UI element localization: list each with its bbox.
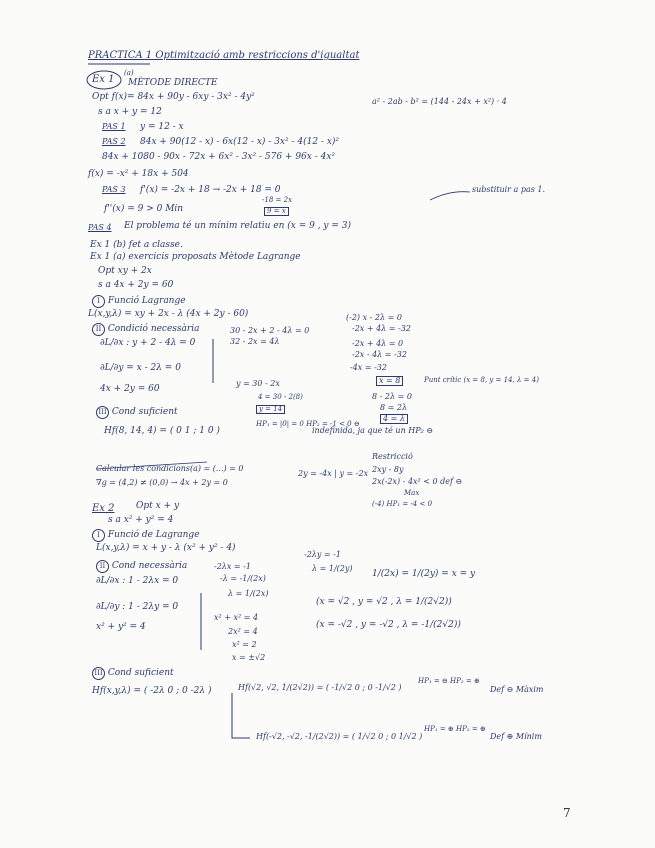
step2-title: Condició necessària bbox=[107, 324, 200, 334]
sys-d: -2x - 4λ = -32 bbox=[352, 350, 407, 359]
ex2-constraint: s a x² + y² = 4 bbox=[108, 515, 174, 525]
f-result: f(x) = -x² + 18x + 504 bbox=[88, 169, 189, 179]
dL-dx-2: ∂L/∂x : 1 - 2λx = 0 bbox=[96, 576, 179, 586]
pas1-text: y = 12 - x bbox=[140, 122, 184, 132]
sys-h: 8 = 2λ bbox=[380, 403, 408, 412]
solution-1: (x = √2 , y = √2 , λ = 1/(2√2)) bbox=[316, 597, 452, 607]
dL-dy-2: ∂L/∂y : 1 - 2λy = 0 bbox=[96, 602, 179, 612]
lagrange-function-2: L(x,y,λ) = x + y - λ (x² + y² - 4) bbox=[96, 543, 236, 553]
ex1-objective: Opt f(x)= 84x + 90y - 6xy - 3x² - 4y² bbox=[92, 92, 255, 102]
pas3-text: f'(x) = -2x + 18 → -2x + 18 = 0 bbox=[140, 185, 281, 195]
restriction-d: (-4) HP₁ = -4 < 0 bbox=[372, 500, 433, 508]
hessian-positive-minors: HP₁ = ⊖ HP₂ = ⊕ bbox=[418, 677, 480, 685]
col-g: x = ±√2 bbox=[232, 653, 266, 662]
page-title: PRACTICA 1 Optimització amb restriccions d'igualtat bbox=[88, 50, 360, 61]
step2-number: II bbox=[92, 323, 105, 336]
right-c: 1/(2x) = 1/(2y) = x = y bbox=[372, 569, 476, 579]
ex2-objective: Opt x + y bbox=[136, 501, 180, 511]
right-a: -2λy = -1 bbox=[304, 550, 341, 559]
restriction-note: Restricció bbox=[372, 452, 413, 461]
calc-side: 2y = -4x | y = -2x bbox=[298, 469, 369, 478]
hessian-positive: Hf(√2, √2, 1/(2√2)) = ( -1/√2 0 ; 0 -1/√2 ) bbox=[238, 683, 402, 692]
col-a: -2λx = -1 bbox=[214, 562, 251, 571]
hessian-1: Hf(8, 14, 4) = ( 0 1 ; 1 0 ) bbox=[104, 426, 220, 436]
ex2-step2-number: II bbox=[96, 560, 109, 573]
calc-line: Calcular les condicions(a) = (...) = 0 bbox=[96, 464, 244, 473]
calc-line-2: ∇g = (4,2) ≠ (0,0) → 4x + 2y = 0 bbox=[96, 478, 228, 487]
sys-b: -2x + 4λ = -32 bbox=[352, 324, 411, 333]
ex2-label: Ex 2 bbox=[92, 503, 115, 514]
page-number: 7 bbox=[563, 806, 571, 820]
mid-e: y = 14 bbox=[256, 405, 285, 414]
solution-2: (x = -√2 , y = -√2 , λ = -1/(2√2)) bbox=[316, 620, 461, 630]
critical-point: Punt crític (x = 8, y = 14, λ = 4) bbox=[424, 376, 539, 384]
sys-i: 4 = λ bbox=[380, 414, 408, 424]
ex2-step1-heading bbox=[92, 529, 200, 542]
pas2-label: PAS 2 bbox=[102, 137, 126, 146]
ex1-method: MÈTODE DIRECTE bbox=[128, 78, 218, 88]
hessian-1-minors: HP₁ = |0| = 0 HP₂ = -1 < 0 ⊖ bbox=[256, 420, 360, 428]
pas3-label: PAS 3 bbox=[102, 185, 126, 194]
ex2-step3-number: III bbox=[92, 667, 105, 680]
substitute-note: substituir a pas 1. bbox=[472, 185, 546, 194]
restriction-c: Max bbox=[404, 489, 420, 497]
lagrange-function-1: L(x,y,λ) = xy + 2x - λ (4x + 2y - 60) bbox=[88, 309, 249, 319]
ex1a-proposed: Ex 1 (a) exercicis proposats Mètode Lagrange bbox=[90, 252, 301, 262]
mid-b: 32 - 2x = 4λ bbox=[230, 337, 280, 346]
step2-heading bbox=[92, 323, 199, 336]
hessian-negative-result: Def ⊕ Mínim bbox=[490, 732, 542, 741]
step3-number: III bbox=[96, 406, 109, 419]
constraint-2: x² + y² = 4 bbox=[96, 622, 146, 632]
ex1a-objective: Opt xy + 2x bbox=[98, 266, 152, 276]
ex2-step3-title: Cond suficient bbox=[107, 668, 174, 678]
pas4-text: El problema té un mínim relatiu en (x = 9 , y = 3) bbox=[124, 221, 352, 231]
ex1b-note: Ex 1 (b) fet a classe. bbox=[90, 240, 183, 250]
sys-f: x = 8 bbox=[376, 376, 403, 386]
col-d: x² + x² = 4 bbox=[214, 613, 259, 622]
step3-heading bbox=[96, 406, 178, 419]
sys-g: 8 - 2λ = 0 bbox=[372, 392, 412, 401]
col-c: λ = 1/(2x) bbox=[228, 589, 269, 598]
ex1-constraint: s a x + y = 12 bbox=[98, 107, 162, 117]
hessian-negative: Hf(-√2, -√2, -1/(2√2)) = ( 1/√2 0 ; 0 1/√2 ) bbox=[256, 732, 423, 741]
col-e: 2x² = 4 bbox=[228, 627, 258, 636]
sys-a: (-2) x - 2λ = 0 bbox=[346, 313, 402, 322]
restriction-b: 2x(-2x) - 4x² < 0 def ⊖ bbox=[372, 477, 463, 486]
pas3-second: f''(x) = 9 > 0 Min bbox=[104, 204, 184, 214]
pas2-expand: 84x + 1080 - 90x - 72x + 6x² - 3x² - 576 + 96x - 4x² bbox=[102, 152, 336, 162]
ex1-label: Ex 1 bbox=[92, 74, 115, 85]
pas2-text: 84x + 90(12 - x) - 6x(12 - x) - 3x² - 4(12 - x)² bbox=[140, 137, 340, 147]
ex2-step2-heading bbox=[96, 560, 187, 573]
step1-heading bbox=[92, 295, 186, 308]
step1-title: Funció Lagrange bbox=[107, 296, 186, 306]
sys-c: -2x + 4λ = 0 bbox=[352, 339, 404, 348]
ex2-step1-number: I bbox=[92, 529, 105, 542]
pas3-side-a: -18 = 2x bbox=[262, 196, 292, 204]
dL-dy-1: ∂L/∂y = x - 2λ = 0 bbox=[100, 363, 181, 373]
pas3-side-b: 9 = x bbox=[264, 207, 289, 216]
col-b: -λ = -1/(2x) bbox=[220, 574, 266, 583]
hessian-negative-minors: HP₁ = ⊕ HP₂ = ⊕ bbox=[424, 725, 486, 733]
ex1a-constraint: s a 4x + 2y = 60 bbox=[98, 280, 174, 290]
mid-a: 30 - 2x + 2 - 4λ = 0 bbox=[230, 326, 310, 335]
right-b: λ = 1/(2y) bbox=[312, 564, 353, 573]
mid-d: 4 = 30 - 2(8) bbox=[258, 393, 303, 401]
restriction-a: 2xy - 8y bbox=[372, 465, 404, 474]
hessian-positive-result: Def ⊖ Màxim bbox=[490, 685, 544, 694]
constraint-1: 4x + 2y = 60 bbox=[100, 384, 160, 394]
pas1-label: PAS 1 bbox=[102, 122, 126, 131]
ex1-sub: (a) bbox=[124, 69, 134, 77]
step1-number: I bbox=[92, 295, 105, 308]
pas4-label: PAS 4 bbox=[88, 223, 112, 232]
mid-c: y = 30 - 2x bbox=[236, 379, 280, 388]
sys-e: -4x = -32 bbox=[350, 363, 387, 372]
ex2-step3-heading bbox=[92, 667, 174, 680]
ex2-step2-title: Cond necessària bbox=[111, 561, 188, 571]
col-f: x² = 2 bbox=[232, 640, 257, 649]
ex2-step1-title: Funció de Lagrange bbox=[107, 530, 200, 540]
step3-title: Cond suficient bbox=[111, 407, 178, 417]
hessian-1-conclusion: indefinida, ja que té un HP₂ ⊖ bbox=[312, 426, 434, 435]
hessian-2: Hf(x,y,λ) = ( -2λ 0 ; 0 -2λ ) bbox=[92, 686, 212, 696]
dL-dx-1: ∂L/∂x : y + 2 - 4λ = 0 bbox=[100, 338, 196, 348]
side-identity: a² - 2ab - b² = (144 - 24x + x²) · 4 bbox=[372, 97, 507, 106]
